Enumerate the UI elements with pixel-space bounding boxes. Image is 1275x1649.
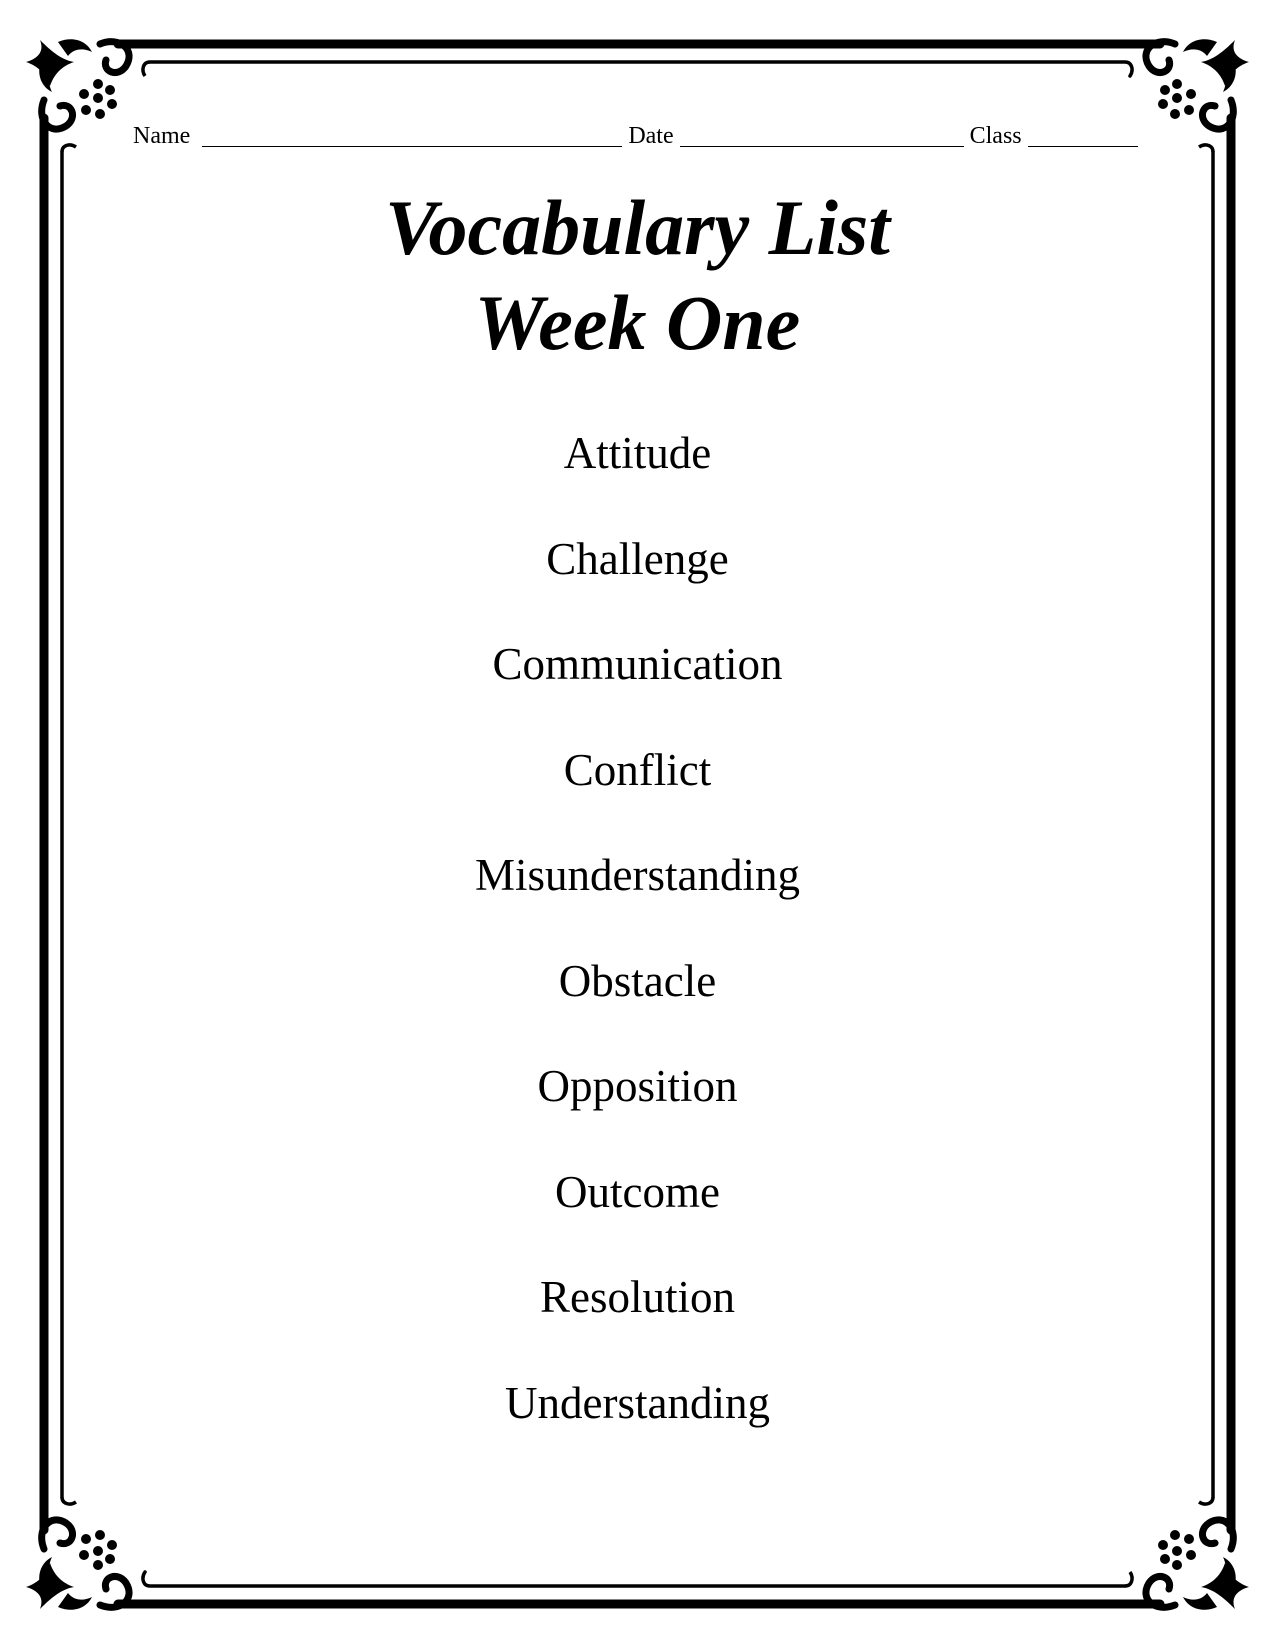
corner-flourish-icon xyxy=(1146,39,1249,129)
vocabulary-word: Communication xyxy=(492,639,783,689)
vocabulary-word: Conflict xyxy=(563,744,712,795)
vocabulary-word: Outcome xyxy=(555,1166,720,1217)
name-blank[interactable] xyxy=(202,124,622,147)
page-title: Vocabulary List xyxy=(385,184,890,271)
vocabulary-word: Attitude xyxy=(563,428,712,478)
class-blank[interactable] xyxy=(1028,124,1138,147)
corner-flourish-icon xyxy=(26,1520,129,1610)
student-info-header xyxy=(133,118,1163,150)
vocabulary-word: Resolution xyxy=(539,1272,735,1322)
corner-flourish-icon xyxy=(26,39,129,129)
vocabulary-word: Misunderstanding xyxy=(475,850,800,900)
vocabulary-word: Obstacle xyxy=(558,955,717,1006)
class-label: Class xyxy=(969,123,1022,149)
date-label: Date xyxy=(628,123,674,149)
vocabulary-word: Opposition xyxy=(537,1061,738,1111)
name-label: Name xyxy=(133,123,191,149)
corner-flourish-icon xyxy=(1146,1520,1249,1610)
date-blank[interactable] xyxy=(680,124,964,147)
vocabulary-word: Understanding xyxy=(505,1377,770,1428)
vocabulary-word-list xyxy=(0,425,1275,1480)
page-subtitle: Week One xyxy=(474,279,801,366)
vocabulary-word: Challenge xyxy=(546,533,729,584)
